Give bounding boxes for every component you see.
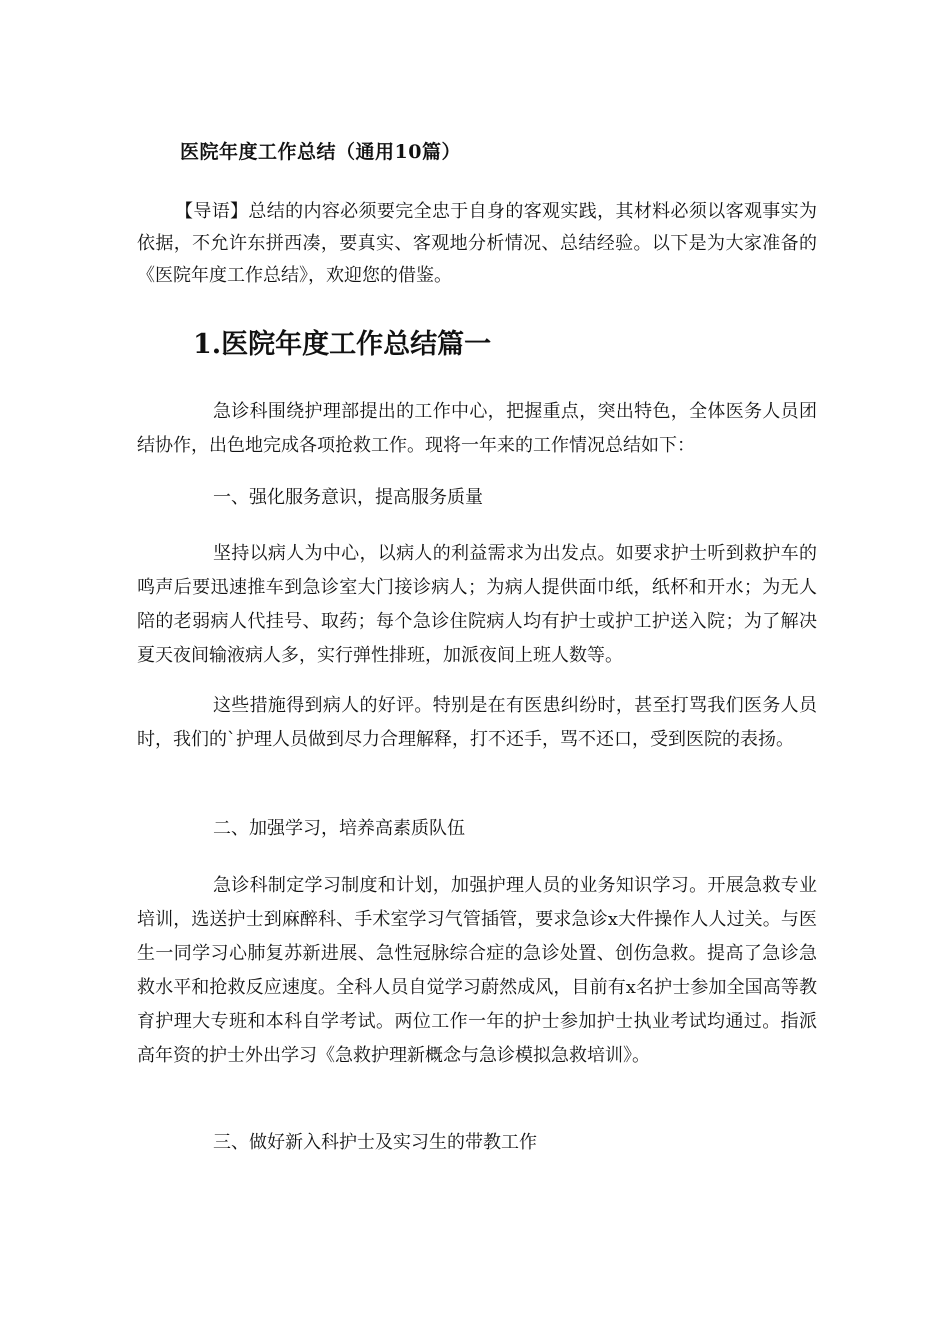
body-paragraph: 急诊科制定学习制度和计划，加强护理人员的业务知识学习。开展急救专业培训，选送护士到麻醉科、手术室学习气管插管，要求急诊x大件操作人人过关。与医生一同学习心肺复苏新进展、急性冠脉综合症的急诊处置、创伤急救。提高了急诊急救水平和抢救反应速度。全科人员自觉学习蔚然成风，目前有x名护士参加全国高等教育护理大专班和本科自学考试。两位工作一年的护士参加护士执业考试均通过。指派高年资的护士外出学习《急救护理新概念与急诊模拟急救培训》。: [137, 875, 817, 1066]
body-paragraph: 急诊科围绕护理部提出的工作中心，把握重点，突出特色，全体医务人员团结协作，出色地完成各项抢救工作。现将一年来的工作情况总结如下：: [137, 401, 817, 456]
body-paragraph: 坚持以病人为中心，以病人的利益需求为出发点。如要求护士听到救护车的鸣声后要迅速推车到急诊室大门接诊病人；为病人提供面巾纸，纸杯和开水；为无人陪的老弱病人代挂号、取药；每个急诊住院病人均有护士或护工护送入院；为了解决夏天夜间输液病人多，实行弹性排班，加派夜间上班人数等。: [137, 543, 817, 666]
subheading: 三、做好新入科护士及实习生的带教工作: [213, 1132, 537, 1153]
body-paragraph: 这些措施得到病人的好评。特别是在有医患纠纷时，甚至打骂我们医务人员时，我们的`护理人员做到尽力合理解释，打不还手，骂不还口，受到医院的表扬。: [137, 695, 817, 750]
subheading: 二、加强学习，培养高素质队伍: [213, 818, 465, 839]
subheading: 一、强化服务意识，提高服务质量: [213, 487, 483, 508]
intro-paragraph: 【导语】总结的内容必须要完全忠于自身的客观实践，其材料必须以客观事实为依据，不允许东拼西凑，要真实、客观地分析情况、总结经验。以下是为大家准备的《医院年度工作总结》，欢迎您的借鉴。: [137, 201, 817, 286]
section-heading: 1.医院年度工作总结篇一: [193, 329, 492, 360]
document-title: 医院年度工作总结（通用10篇）: [180, 141, 461, 163]
